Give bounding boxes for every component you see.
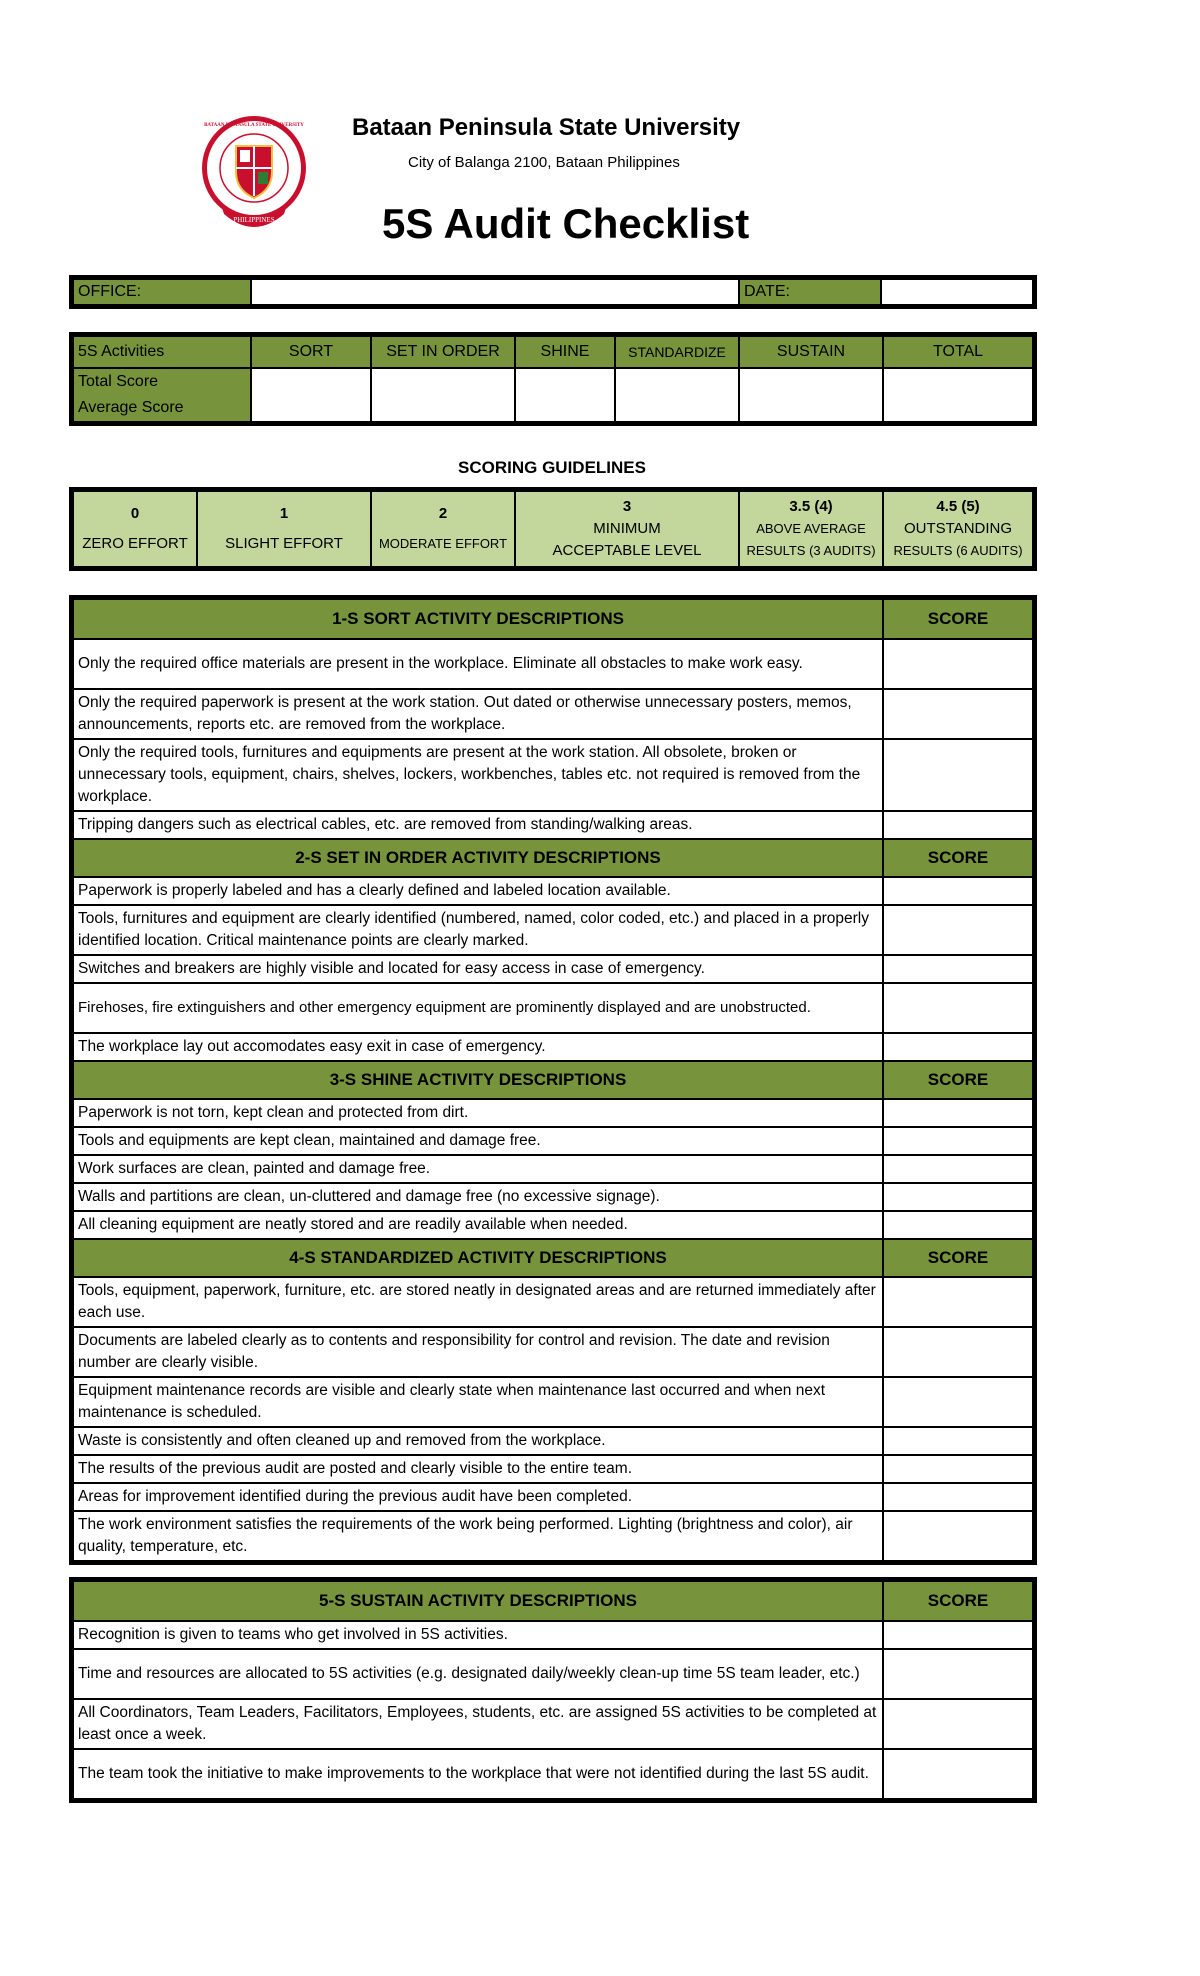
- section-3-title: 3-S SHINE ACTIVITY DESCRIPTIONS: [73, 1061, 883, 1099]
- section-4-item-3-score[interactable]: [883, 1377, 1033, 1427]
- section-1-item-3-score[interactable]: [883, 739, 1033, 811]
- section-2-item-2-score[interactable]: [883, 905, 1033, 955]
- section-3-item-5: All cleaning equipment are neatly stored and are readily available when needed.: [73, 1211, 883, 1239]
- office-label: OFFICE:: [73, 279, 251, 305]
- date-field[interactable]: [881, 279, 1033, 305]
- section-2-item-1-score[interactable]: [883, 877, 1033, 905]
- section-3-item-4: Walls and partitions are clean, un-cluttered and damage free (no excessive signage).: [73, 1183, 883, 1211]
- scoring-guidelines-table: [72, 490, 1034, 568]
- section-3-item-5-score[interactable]: [883, 1211, 1033, 1239]
- section-2-item-4-score[interactable]: [883, 983, 1033, 1033]
- section-1-score-header: SCORE: [883, 599, 1033, 639]
- level-1: [197, 491, 371, 567]
- section-4-item-3: Equipment maintenance records are visible and clearly state when maintenance last occurred and when next maintenance is scheduled.: [73, 1377, 883, 1427]
- section-4-item-4-score[interactable]: [883, 1427, 1033, 1455]
- level-0-score: 0: [130, 505, 140, 522]
- sort-score-field[interactable]: [251, 368, 371, 422]
- section-5-item-1-score[interactable]: [883, 1621, 1033, 1649]
- section-1-item-1-score[interactable]: [883, 639, 1033, 689]
- date-label: DATE:: [739, 279, 881, 305]
- level-2-score: 2: [438, 505, 448, 522]
- total-score-field[interactable]: [883, 368, 1033, 422]
- section-4-item-7: The work environment satisfies the requirements of the work being performed. Lighting (brightness and color), air quality, temperature, etc.: [73, 1511, 883, 1561]
- section-3-item-2-score[interactable]: [883, 1127, 1033, 1155]
- section-1-item-1: Only the required office materials are present in the workplace. Eliminate all obstacles to make work easy.: [73, 639, 883, 689]
- section-4-score-header: SCORE: [883, 1239, 1033, 1277]
- section-2-score-header: SCORE: [883, 839, 1033, 877]
- total-score-label: Total Score: [78, 373, 159, 390]
- activities-label: 5S Activities: [73, 336, 251, 368]
- level-3-sub: ACCEPTABLE LEVEL: [552, 542, 702, 559]
- set-in-order-score-field[interactable]: [371, 368, 515, 422]
- level-0: [73, 491, 197, 567]
- section-4-item-2: Documents are labeled clearly as to contents and responsibility for control and revision. The date and revision number are clearly visible.: [73, 1327, 883, 1377]
- office-field[interactable]: [251, 279, 739, 305]
- level-3-label: MINIMUM: [593, 520, 661, 537]
- university-seal-logo: [200, 110, 308, 238]
- section-1-item-3: Only the required tools, furnitures and equipments are present at the work station. All obsolete, broken or unnecessary tools, equipment, chairs, shelves, lockers, workbenches, tables etc. not required is removed from the workplace.: [73, 739, 883, 811]
- section-2-item-5-score[interactable]: [883, 1033, 1033, 1061]
- section-4-item-7-score[interactable]: [883, 1511, 1033, 1561]
- level-5-sub: RESULTS (6 AUDITS): [893, 543, 1023, 558]
- average-score-label: Average Score: [78, 399, 184, 416]
- logo-top-text: BATAAN PENINSULA STATE UNIVERSITY: [204, 123, 304, 128]
- section-1-item-4: Tripping dangers such as electrical cables, etc. are removed from standing/walking areas.: [73, 811, 883, 839]
- level-4-sub: RESULTS (3 AUDITS): [746, 543, 876, 558]
- level-5-label: OUTSTANDING: [903, 520, 1013, 537]
- level-5: [883, 491, 1033, 567]
- col-shine: SHINE: [515, 336, 615, 368]
- shine-score-field[interactable]: [515, 368, 615, 422]
- col-sort: SORT: [251, 336, 371, 368]
- level-4-score: 3.5 (4): [789, 498, 833, 515]
- section-2-title: 2-S SET IN ORDER ACTIVITY DESCRIPTIONS: [73, 839, 883, 877]
- section-3-score-header: SCORE: [883, 1061, 1033, 1099]
- section-5-item-1: Recognition is given to teams who get involved in 5S activities.: [73, 1621, 883, 1649]
- section-5-item-2: Time and resources are allocated to 5S activities (e.g. designated daily/weekly clean-up time 5S team leader, etc.): [73, 1649, 883, 1699]
- section-4-item-6-score[interactable]: [883, 1483, 1033, 1511]
- section-5-score-header: SCORE: [883, 1581, 1033, 1621]
- col-total: TOTAL: [883, 336, 1033, 368]
- section-4-item-1: Tools, equipment, paperwork, furniture, etc. are stored neatly in designated areas and are returned immediately after each use.: [73, 1277, 883, 1327]
- section-5-item-4: The team took the initiative to make improvements to the workplace that were not identified during the last 5S audit.: [73, 1749, 883, 1799]
- section-4-item-5: The results of the previous audit are posted and clearly visible to the entire team.: [73, 1455, 883, 1483]
- section-5-item-3: All Coordinators, Team Leaders, Facilitators, Employees, students, etc. are assigned 5S activities to be completed at least once a week.: [73, 1699, 883, 1749]
- level-1-label: SLIGHT EFFORT: [225, 535, 343, 552]
- section-2-item-3-score[interactable]: [883, 955, 1033, 983]
- section-4-item-6: Areas for improvement identified during the previous audit have been completed.: [73, 1483, 883, 1511]
- level-3-score: 3: [622, 498, 632, 515]
- university-address: City of Balanga 2100, Bataan Philippines: [408, 154, 680, 171]
- section-4-item-4: Waste is consistently and often cleaned up and removed from the workplace.: [73, 1427, 883, 1455]
- section-2-item-3: Switches and breakers are highly visible and located for easy access in case of emergency.: [73, 955, 883, 983]
- section-3-item-3: Work surfaces are clean, painted and damage free.: [73, 1155, 883, 1183]
- section-5-title: 5-S SUSTAIN ACTIVITY DESCRIPTIONS: [73, 1581, 883, 1621]
- section-5-item-3-score[interactable]: [883, 1699, 1033, 1749]
- col-sustain: SUSTAIN: [739, 336, 883, 368]
- section-4-item-2-score[interactable]: [883, 1327, 1033, 1377]
- section-5-table: [72, 1580, 1034, 1800]
- level-0-label: ZERO EFFORT: [82, 535, 188, 552]
- sustain-score-field[interactable]: [739, 368, 883, 422]
- sections-1-4-table: [72, 598, 1034, 1562]
- col-standardize: STANDARDIZE: [615, 336, 739, 368]
- section-2-item-2: Tools, furnitures and equipment are clearly identified (numbered, named, color coded, etc.) and placed in a properly identified location. Critical maintenance points are clearly marked.: [73, 905, 883, 955]
- section-4-title: 4-S STANDARDIZED ACTIVITY DESCRIPTIONS: [73, 1239, 883, 1277]
- section-1-item-2: Only the required paperwork is present at the work station. Out dated or otherwise unnecessary posters, memos, announcements, reports etc. are removed from the workplace.: [73, 689, 883, 739]
- level-2: [371, 491, 515, 567]
- section-5-item-4-score[interactable]: [883, 1749, 1033, 1799]
- section-1-title: 1-S SORT ACTIVITY DESCRIPTIONS: [73, 599, 883, 639]
- section-2-item-1: Paperwork is properly labeled and has a clearly defined and labeled location available.: [73, 877, 883, 905]
- section-4-item-5-score[interactable]: [883, 1455, 1033, 1483]
- logo-bottom-text: PHILIPPINES: [233, 216, 275, 224]
- activities-score-table: [72, 335, 1034, 423]
- section-1-item-4-score[interactable]: [883, 811, 1033, 839]
- office-date-table: [72, 278, 1034, 306]
- score-labels-cell: [73, 368, 251, 422]
- level-1-score: 1: [279, 505, 289, 522]
- scoring-guidelines-title: SCORING GUIDELINES: [458, 458, 646, 477]
- level-2-label: MODERATE EFFORT: [378, 536, 508, 551]
- section-3-item-1: Paperwork is not torn, kept clean and protected from dirt.: [73, 1099, 883, 1127]
- standardize-score-field[interactable]: [615, 368, 739, 422]
- section-3-item-3-score[interactable]: [883, 1155, 1033, 1183]
- level-5-score: 4.5 (5): [936, 498, 980, 515]
- section-1-item-2-score[interactable]: [883, 689, 1033, 739]
- level-4: [739, 491, 883, 567]
- section-2-item-5: The workplace lay out accomodates easy exit in case of emergency.: [73, 1033, 883, 1061]
- university-name: Bataan Peninsula State University: [352, 114, 741, 141]
- section-2-item-4: Firehoses, fire extinguishers and other emergency equipment are prominently displayed and are unobstructed.: [73, 983, 883, 1033]
- section-3-item-2: Tools and equipments are kept clean, maintained and damage free.: [73, 1127, 883, 1155]
- level-4-label: ABOVE AVERAGE: [756, 521, 866, 536]
- page-title: 5S Audit Checklist: [382, 200, 750, 247]
- section-3-item-4-score[interactable]: [883, 1183, 1033, 1211]
- section-5-item-2-score[interactable]: [883, 1649, 1033, 1699]
- level-3: [515, 491, 739, 567]
- col-set-in-order: SET IN ORDER: [371, 336, 515, 368]
- section-4-item-1-score[interactable]: [883, 1277, 1033, 1327]
- section-3-item-1-score[interactable]: [883, 1099, 1033, 1127]
